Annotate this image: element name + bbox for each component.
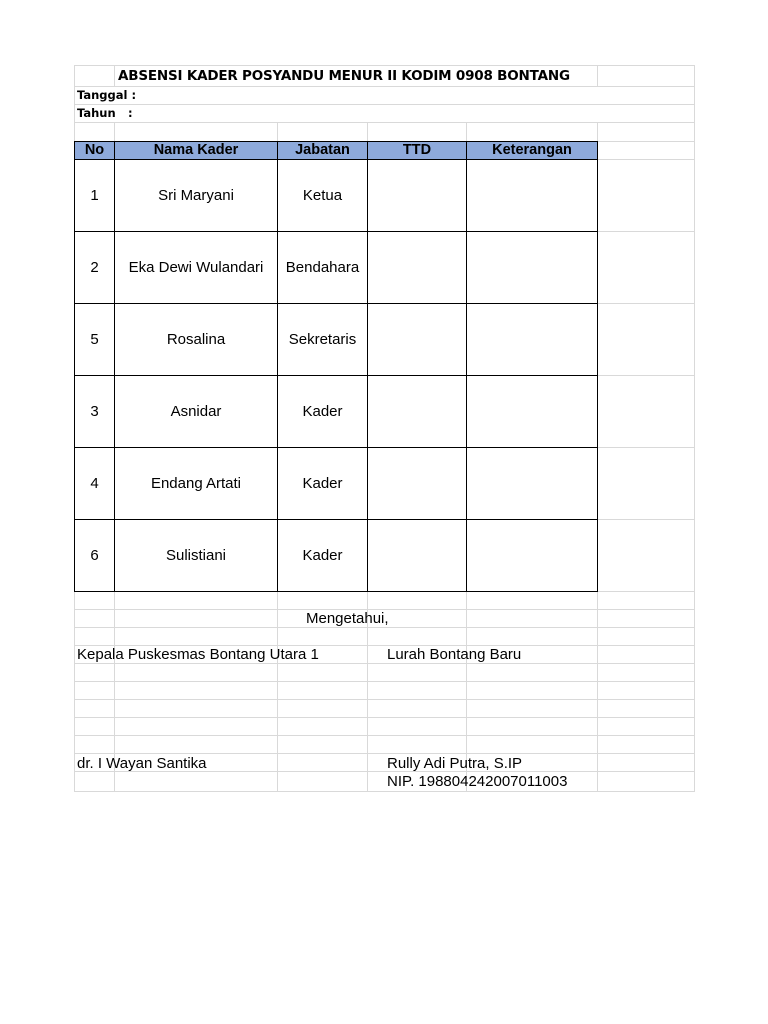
table-header-row xyxy=(75,142,598,160)
table-row xyxy=(75,448,598,520)
cell-keterangan xyxy=(467,304,598,376)
tahun-label: Tahun xyxy=(77,106,116,120)
cell-jabatan: Kader xyxy=(278,520,368,592)
right-signatory-position: Lurah Bontang Baru xyxy=(387,646,522,663)
cell-ttd xyxy=(368,304,467,376)
tahun-colon: : xyxy=(128,106,133,120)
cell-keterangan xyxy=(467,232,598,304)
header-nama-kader: Nama Kader xyxy=(115,142,278,160)
cell-no: 6 xyxy=(75,520,115,592)
cell-ttd xyxy=(368,160,467,232)
left-signatory-name: dr. I Wayan Santika xyxy=(77,755,207,772)
cell-ttd xyxy=(368,232,467,304)
cell-nama: Sulistiani xyxy=(115,520,278,592)
left-signatory-position: Kepala Puskesmas Bontang Utara 1 xyxy=(77,646,319,663)
cell-no: 5 xyxy=(75,304,115,376)
cell-ttd xyxy=(368,376,467,448)
cell-no: 2 xyxy=(75,232,115,304)
cell-keterangan xyxy=(467,448,598,520)
table-row xyxy=(75,376,598,448)
right-signatory-nip: NIP. 198804242007011003 xyxy=(387,773,568,790)
cell-keterangan xyxy=(467,160,598,232)
cell-jabatan: Ketua xyxy=(278,160,368,232)
header-ttd: TTD xyxy=(368,142,467,160)
tanggal-label: Tanggal : xyxy=(77,88,137,102)
cell-nama: Eka Dewi Wulandari xyxy=(115,232,278,304)
spreadsheet-page xyxy=(74,65,695,792)
table-row xyxy=(75,160,598,232)
document-title: ABSENSI KADER POSYANDU MENUR II KODIM 0908 BONTANG xyxy=(118,68,570,84)
cell-jabatan: Bendahara xyxy=(278,232,368,304)
cell-jabatan: Kader xyxy=(278,448,368,520)
table-row xyxy=(75,520,598,592)
cell-nama: Asnidar xyxy=(115,376,278,448)
cell-no: 4 xyxy=(75,448,115,520)
attendance-table xyxy=(74,141,598,592)
table-row xyxy=(75,232,598,304)
cell-nama: Rosalina xyxy=(115,304,278,376)
cell-jabatan: Kader xyxy=(278,376,368,448)
cell-no: 3 xyxy=(75,376,115,448)
cell-jabatan: Sekretaris xyxy=(278,304,368,376)
cell-keterangan xyxy=(467,376,598,448)
cell-ttd xyxy=(368,520,467,592)
header-jabatan: Jabatan xyxy=(278,142,368,160)
cell-no: 1 xyxy=(75,160,115,232)
header-no: No xyxy=(75,142,115,160)
cell-nama: Endang Artati xyxy=(115,448,278,520)
cell-keterangan xyxy=(467,520,598,592)
cell-ttd xyxy=(368,448,467,520)
cell-nama: Sri Maryani xyxy=(115,160,278,232)
right-signatory-name: Rully Adi Putra, S.IP xyxy=(387,755,523,772)
mengetahui-text: Mengetahui, xyxy=(306,610,389,627)
table-row xyxy=(75,304,598,376)
header-keterangan: Keterangan xyxy=(467,142,598,160)
